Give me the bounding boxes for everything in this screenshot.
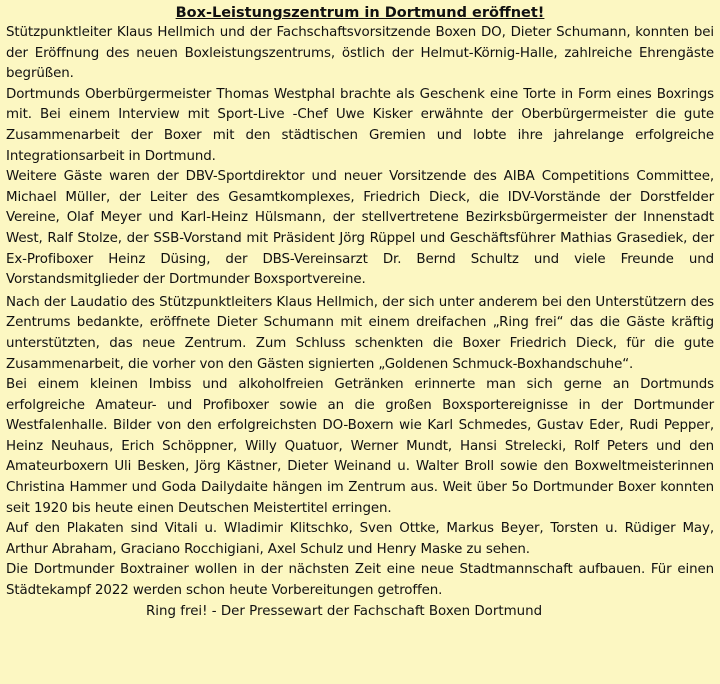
signature-line: Ring frei! - Der Pressewart der Fachschaft Boxen Dortmund — [146, 603, 543, 619]
paragraph-guests: Weitere Gäste waren der DBV-Sportdirektor und neuer Vorsitzende des AIBA Competitions Committee, Michael Müller, der Leiter des Gesamtkomplexes, Friedrich Dieck, die IDV-Vorstände der Dorstfelder Vereine, Olaf Meyer und Karl-Heinz Hülsmann, der stellvertretene Bezirksbürgermeister der Innenstadt West, Ralf Stolze, der SSB-Vorstand mit Präsident Jörg Rüppel und Geschäftsführer Mathias Grasediek, der Ex-Profiboxer Heinz Düsing, der DBS-Vereinsarzt Dr. Bernd Schultz und viele Freunde und Vorstandsmitglieder der Dortmunder Boxsportvereine. — [6, 169, 714, 288]
paragraph-history: Bei einem kleinen Imbiss und alkoholfreien Getränken erinnerte man sich gerne an Dortmunds erfolgreiche Amateur- und Profiboxer sowie an die großen Boxsportereignisse in der Dortmunder Westfalenhalle. Bilder von den erfolgreichsten DO-Boxern wie Karl Schmedes, Gustav Eder, Rudi Pepper, Heinz Neuhaus, Erich Schöppner, Willy Quatuor, Werner Mundt, Hansi Strelecki, Rolf Peters und den Amateurboxern Uli Besken, Jörg Kästner, Dieter Weinand u. Walter Broll sowie den Boxweltmeisterinnen Christina Hammer und Goda Dailydaite hängen im Zentrum aus. Weit über 5o Dortmunder Boxer konnten seit 1920 bis heute einen Deutschen Meistertitel erringen. — [6, 377, 714, 516]
article-title: Box-Leistungszentrum in Dortmund eröffnet! — [175, 5, 545, 21]
paragraph-opening: Stützpunktleiter Klaus Hellmich und der Fachschaftsvorsitzende Boxen DO, Dieter Schumann, konnten bei der Eröffnung des neuen Boxleistungszentrums, östlich der Helmut-Körnig-Halle, zahlreiche Ehrengäste begrüßen. — [6, 25, 714, 82]
paragraph-outlook: Die Dortmunder Boxtrainer wollen in der nächsten Zeit eine neue Stadtmannschaft aufbauen. Für einen Städtekampf 2022 werden schon heute Vorbereitungen getroffen. — [6, 562, 714, 599]
paragraph-posters: Auf den Plakaten sind Vitali u. Wladimir Klitschko, Sven Ottke, Markus Beyer, Torsten u. Rüdiger May, Arthur Abraham, Graciano Rocchigiani, Axel Schulz und Henry Maske zu sehen. — [6, 521, 714, 557]
paragraph-mayor: Dortmunds Oberbürgermeister Thomas Westphal brachte als Geschenk eine Torte in Form eines Boxrings mit. Bei einem Interview mit Sport-Live -Chef Uwe Kisker erwähnte der Oberbürgermeister die gute Zusammenarbeit der Boxer mit den städtischen Gremien und lobte ihre jahrelange erfolgreiche Integrationsarbeit in Dortmund. — [6, 86, 714, 164]
paragraph-laudatio: Nach der Laudatio des Stützpunktleiters Klaus Hellmich, der sich unter anderem bei den Unterstützern des Zentrums bedankte, eröffnete Dieter Schumann mit einem dreifachen „Ring frei“ das die Gäste kräftig unterstützten, das neue Zentrum. Zum Schluss schenkten die Boxer Friedrich Dieck, für die gute Zusammenarbeit, die vorher von den Gästen signierten „Goldenen Schmuck-Boxhandschuhe“. — [6, 294, 714, 372]
